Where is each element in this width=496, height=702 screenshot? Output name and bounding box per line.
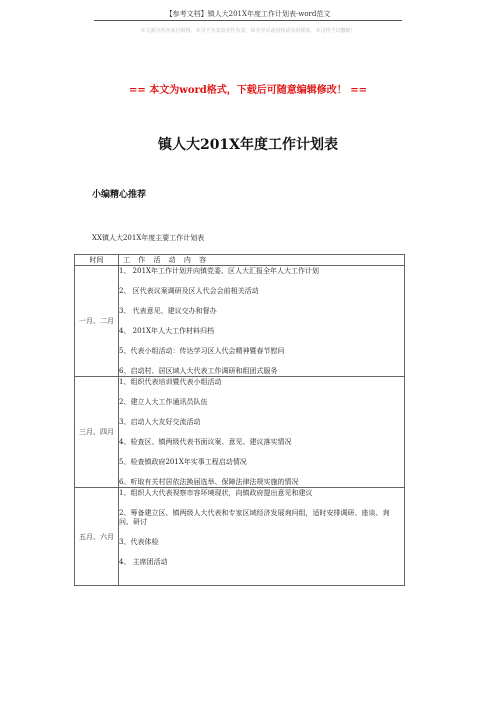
activity-item: 2、 区代表议案调研及区人代会会前相关活动 (119, 287, 259, 295)
table-caption: XX镇人大201X年度主要工作计划表 (92, 234, 205, 242)
activity-item: 3、 代表意见、建议交办和督办 (119, 307, 217, 315)
activity-item: 4、检查区、镇两级代表书面议案、意见、建议落实情况 (119, 438, 292, 446)
activity-item: 4、 主席团活动 (119, 558, 168, 566)
header-divider (94, 20, 402, 21)
disclaimer-notice: 本文部分内容来自网络，本司不为其真实性负责，如有异议或侵权请及时联系，本司将予以删除！ (140, 28, 356, 34)
activity-item: 4、 201X年人大工作材料归档 (119, 327, 215, 335)
activity-item: 3、启动人大友好交流活动 (119, 418, 201, 426)
work-plan-table (74, 254, 405, 586)
header-content: 工 作 活 动 内 容 (119, 255, 405, 266)
table-header-row (75, 255, 405, 266)
document-title: 镇人大201X年度工作计划表 (157, 137, 339, 153)
activity-item: 6、听取有关村居依法换届选举、保障法律法规实施的情况 (119, 478, 299, 486)
activity-item: 1、组织代表培训暨代表小组活动 (119, 378, 222, 386)
activity-item: 2、建立人大工作通讯员队伍 (119, 398, 208, 406)
activity-item: 1、组织人大代表视察市容环境现状，向镇政府提出意见和建议 (119, 489, 313, 497)
table-row (75, 488, 405, 586)
activity-item: 5、代表小组活动：传达学习区人代会精神暨春节慰问 (119, 347, 285, 355)
document-header: 【参考文档】镇人大201X年度工作计划表-word范文 (165, 10, 331, 18)
period-cell: 一月、二月 (75, 266, 119, 377)
word-format-banner: == 本文为word格式，下载后可随意编辑修改！ == (128, 85, 368, 96)
activity-item: 5、检查镇政府201X年实事工程启动情况 (119, 458, 247, 466)
activity-item: 3、代表体检 (119, 538, 159, 546)
activity-item: 6、启动村、居区域人大代表工作调研和组团式服务 (119, 367, 278, 375)
period-cell: 三月、四月 (75, 377, 119, 488)
header-period: 时间 (75, 255, 119, 266)
activities-cell (119, 266, 405, 377)
editor-recommend-heading: 小编精心推荐 (92, 190, 147, 200)
activity-item: 2、筹备建立区、镇两级人大代表和专家区域经济发展询问组，适时安排调研、座谈、询问、研讨 (119, 509, 390, 526)
table-row (75, 377, 405, 488)
table-row (75, 266, 405, 377)
activities-cell (119, 377, 405, 488)
activity-item: 1、 201X年工作计划并向镇党委、区人大汇报全年人大工作计划 (119, 267, 320, 275)
period-cell: 五月、六月 (75, 488, 119, 586)
activities-cell (119, 488, 405, 586)
